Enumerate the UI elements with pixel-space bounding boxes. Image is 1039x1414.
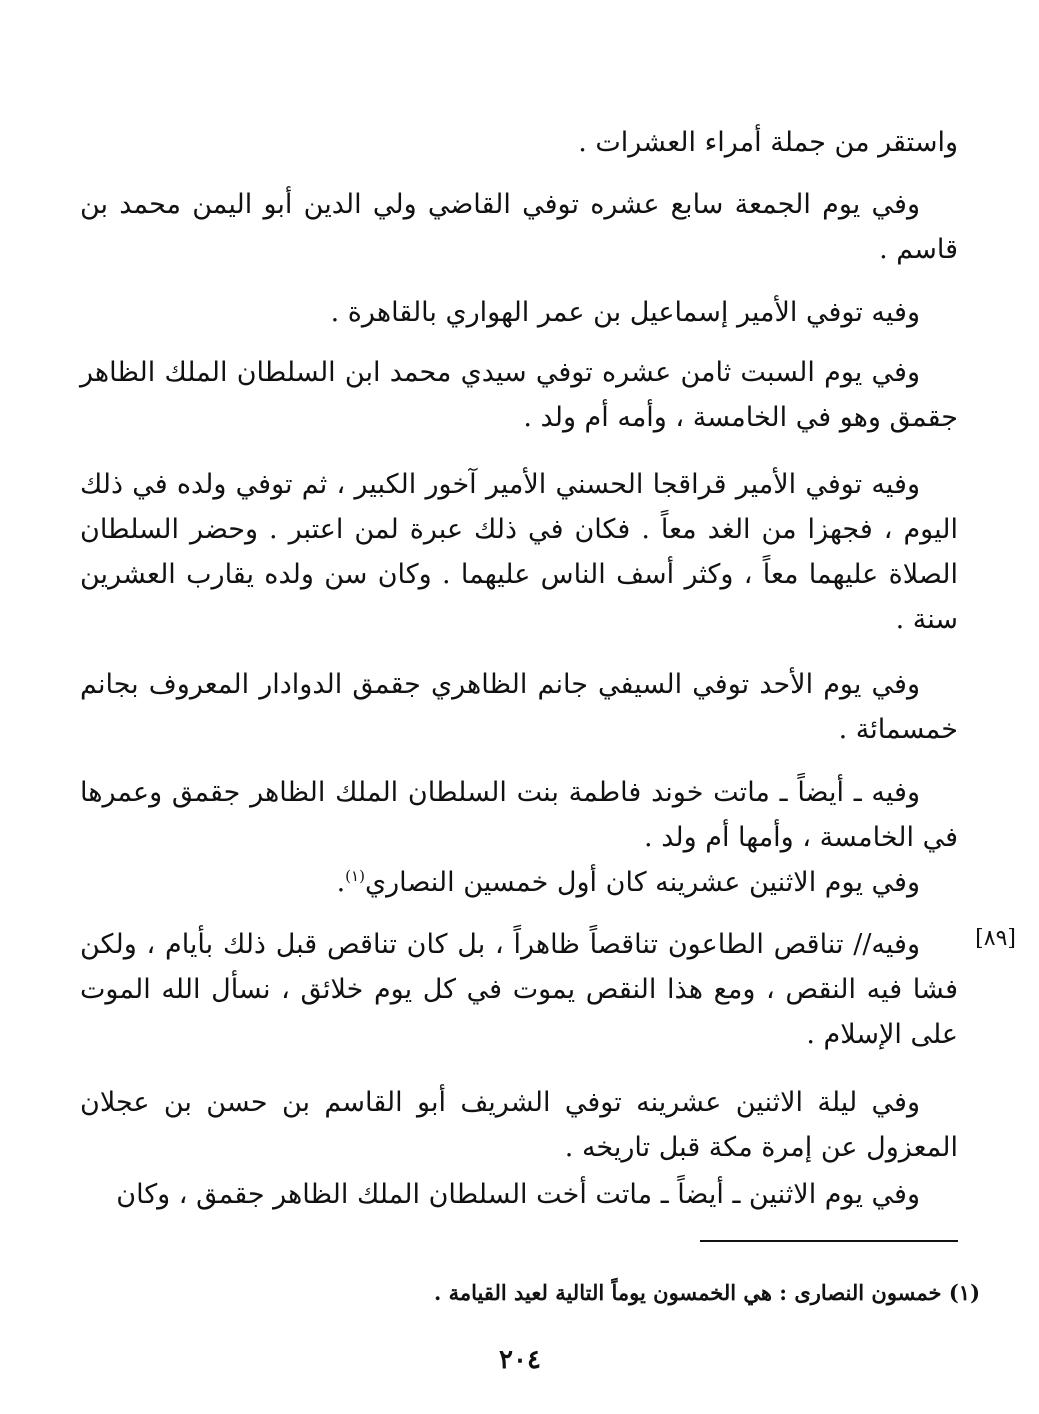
- paragraph-7: وفيه ـ أيضاً ـ ماتت خوند فاطمة بنت السلطان الملك الظاهر جقمق وعمرها في الخامسة ، وأمها أم ولد .: [80, 777, 958, 853]
- paragraph-8-end: .: [336, 867, 346, 898]
- margin-folio-marker: [٨٩]: [975, 926, 1016, 951]
- footnote-reference: (١): [345, 867, 365, 885]
- paragraph-1: واستقر من جملة أمراء العشرات .: [578, 127, 958, 158]
- paragraph-6: وفي يوم الأحد توفي السيفي جانم الظاهري جقمق الدوادار المعروف بجانم خمسمائة .: [80, 669, 958, 745]
- page-number: ٢٠٤: [499, 1345, 541, 1375]
- footnote-separator: [700, 1240, 958, 1242]
- paragraph-2: وفي يوم الجمعة سابع عشره توفي القاضي ولي الدين أبو اليمن محمد بن قاسم .: [80, 189, 958, 265]
- paragraph-9: وفيه// تناقص الطاعون تناقصاً ظاهراً ، بل كان تناقص قبل ذلك بأيام ، ولكن فشا فيه النقص ، ومع هذا النقص يموت في كل يوم خلائق ، نسأل الله الموت على الإسلام .: [80, 929, 958, 1050]
- paragraph-3: وفيه توفي الأمير إسماعيل بن عمر الهواري بالقاهرة .: [330, 297, 920, 328]
- paragraph-10: وفي ليلة الاثنين عشرينه توفي الشريف أبو القاسم بن حسن بن عجلان المعزول عن إمرة مكة قبل تاريخه .: [80, 1087, 958, 1163]
- paragraph-4: وفي يوم السبت ثامن عشره توفي سيدي محمد ابن السلطان الملك الظاهر جقمق وهو في الخامسة ، وأمه أم ولد .: [80, 357, 958, 433]
- paragraph-8-text: وفي يوم الاثنين عشرينه كان أول خمسين النصاري: [364, 867, 920, 898]
- paragraph-8: [80, 860, 958, 905]
- paragraph-5: وفيه توفي الأمير قراقجا الحسني الأمير آخور الكبير ، ثم توفي ولده في ذلك اليوم ، فجهزا من الغد معاً . فكان في ذلك عبرة لمن اعتبر . وحضر السلطان الصلاة عليهما معاً ، وكثر أسف الناس عليهما . وكان سن ولده يقارب العشرين سنة .: [80, 469, 958, 635]
- footnote: (١) خمسون النصارى : هي الخمسون يوماً التالية لعيد القيامة .: [433, 1280, 980, 1305]
- paragraph-11: وفي يوم الاثنين ـ أيضاً ـ ماتت أخت السلطان الملك الظاهر جقمق ، وكان: [116, 1179, 920, 1210]
